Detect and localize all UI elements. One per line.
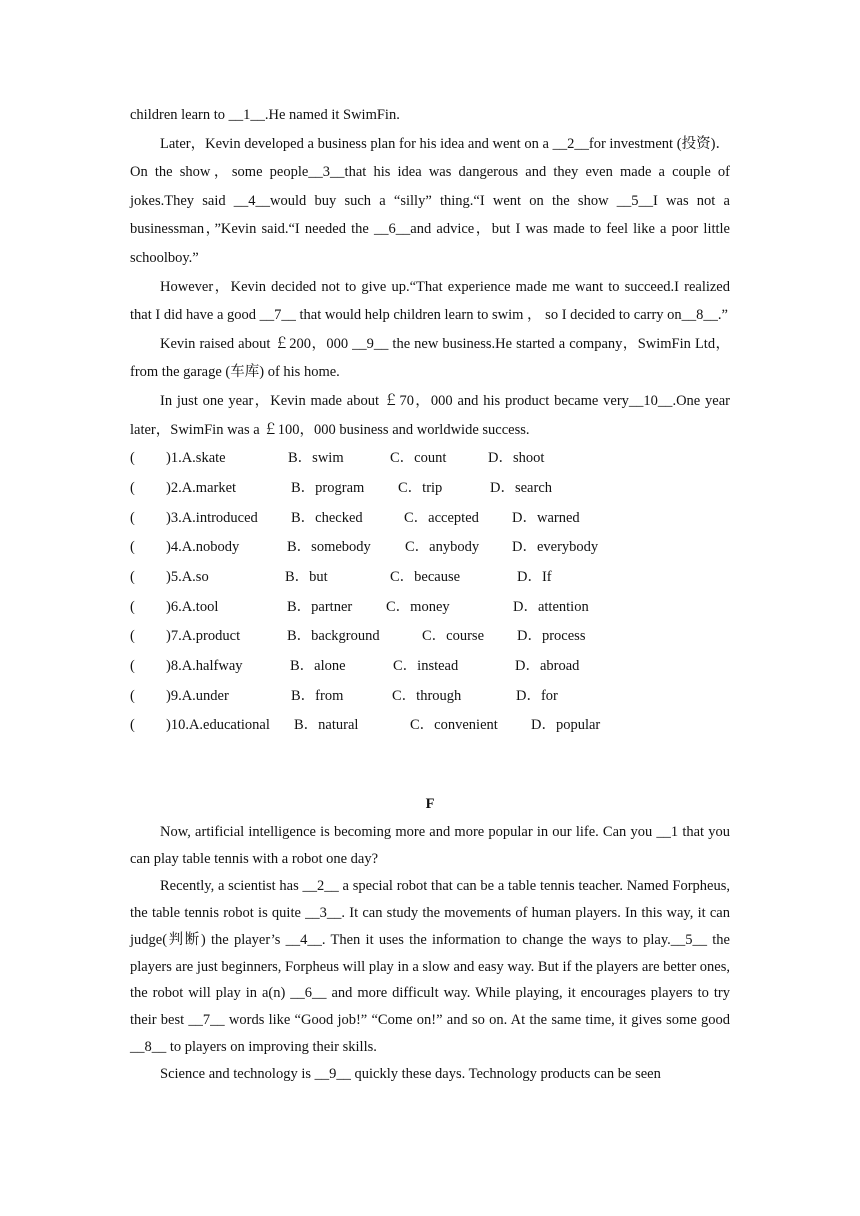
paragraph: However，Kevin decided not to give up.“That experience made me want to succeed.I realized that I did have a good __7__ that would help children learn to swim ， so I decided to carry on__8__.”	[130, 278, 730, 324]
option-c: C．because	[390, 568, 461, 585]
option-b: B．natural	[294, 717, 359, 734]
option-a: )4.A.nobody	[166, 539, 240, 556]
option-a: )1.A.skate	[166, 450, 226, 467]
option-b: B．but	[285, 568, 328, 585]
option-d: D．abroad	[515, 657, 580, 674]
paragraph: Science and technology is __9__ quickly these days. Technology products can be seen	[160, 1066, 661, 1083]
question-row	[130, 504, 730, 534]
answer-bracket: (	[130, 450, 135, 467]
answer-bracket: (	[130, 539, 135, 556]
option-b: B．background	[287, 628, 380, 645]
option-b: B．checked	[291, 509, 363, 526]
question-row	[130, 533, 730, 563]
answer-bracket: (	[130, 657, 135, 674]
paragraph: In just one year，Kevin made about ￡70，000 and his product became very__10__.One year later，SwimFin was a ￡100，000 business and worldwide success.	[130, 392, 730, 438]
option-d: D．popular	[531, 717, 601, 734]
option-a: )5.A.so	[166, 568, 209, 585]
section-heading: F	[425, 796, 435, 812]
option-b: B．program	[291, 479, 365, 496]
option-c: C．money	[386, 598, 450, 615]
option-c: C．course	[422, 628, 485, 645]
answer-bracket: (	[130, 717, 135, 734]
answer-bracket: (	[130, 628, 135, 645]
option-a: )10.A.educational	[166, 717, 270, 734]
answer-bracket: (	[130, 509, 135, 526]
option-b: B．alone	[290, 657, 346, 674]
question-row	[130, 622, 730, 652]
paragraph: Kevin raised about ￡200，000 __9__ the new business.He started a company，SwimFin Ltd，from the garage (车库) of his home.	[130, 335, 730, 381]
option-d: D．If	[517, 568, 552, 585]
option-a: )7.A.product	[166, 628, 241, 645]
option-c: C．through	[392, 687, 462, 704]
answer-bracket: (	[130, 479, 135, 496]
option-b: B．partner	[287, 598, 353, 615]
question-row	[130, 711, 730, 741]
option-a: )9.A.under	[166, 687, 229, 704]
option-c: C．accepted	[404, 509, 479, 526]
passage-f	[130, 789, 730, 1088]
passage-e	[130, 101, 730, 741]
paragraph: Recently, a scientist has __2__ a special robot that can be a table tennis teacher. Named Forpheus, the table tennis robot is quite __3__. It can study the movements of human players. In this way, it can judge(判断) the player’s __4__. Then it uses the information to change the ways to play.__5__ the players are just beginners, Forpheus will play in a slow and easy way. But if the players are better ones, the robot will play in a(n) __6__ and more difficult way. While playing, it encourages players to try their best __7__ words like “Good job!” “Come on!” and so on. At the same time, it gives some good __8__ to players on improving their skills.	[130, 877, 730, 1056]
question-row	[130, 444, 730, 474]
paragraph: children learn to __1__.He named it SwimFin.	[130, 107, 400, 123]
option-d: D．for	[516, 687, 558, 704]
option-b: B．swim	[288, 450, 344, 467]
question-list	[130, 444, 730, 741]
question-row	[130, 563, 730, 593]
question-row	[130, 593, 730, 623]
option-c: C．anybody	[405, 539, 480, 556]
option-d: D．attention	[513, 598, 589, 615]
option-c: C．count	[390, 450, 447, 467]
paragraph: Now, artificial intelligence is becoming more and more popular in our life. Can you __1 that you can play table tennis with a robot one day?	[130, 824, 730, 867]
answer-bracket: (	[130, 687, 135, 704]
question-row	[130, 682, 730, 712]
paragraph: Later，Kevin developed a business plan for his idea and went on a __2__for investment (投资)．On the show，some people__3__that his idea was dangerous and they even made a couple of jokes.They said __4__would buy such a “silly” thing.“I went on the show __5__I was not a businessman，”Kevin said.“I needed the __6__and advice，but I was made to feel like a poor little schoolboy.”	[130, 135, 730, 266]
option-d: D．search	[490, 479, 553, 496]
question-row	[130, 652, 730, 682]
answer-bracket: (	[130, 598, 135, 615]
question-row	[130, 474, 730, 504]
option-c: C．convenient	[410, 717, 498, 734]
option-a: )2.A.market	[166, 479, 237, 496]
option-c: C．instead	[393, 657, 459, 674]
option-b: B．somebody	[287, 539, 371, 556]
option-a: )3.A.introduced	[166, 509, 258, 526]
option-c: C．trip	[398, 479, 443, 496]
option-b: B．from	[291, 687, 344, 704]
option-d: D．shoot	[488, 450, 545, 467]
option-a: )6.A.tool	[166, 598, 219, 615]
option-d: D．warned	[512, 509, 580, 526]
option-d: D．everybody	[512, 539, 599, 556]
option-a: )8.A.halfway	[166, 657, 243, 674]
answer-bracket: (	[130, 568, 135, 585]
option-d: D．process	[517, 628, 586, 645]
document-page	[130, 101, 730, 1088]
